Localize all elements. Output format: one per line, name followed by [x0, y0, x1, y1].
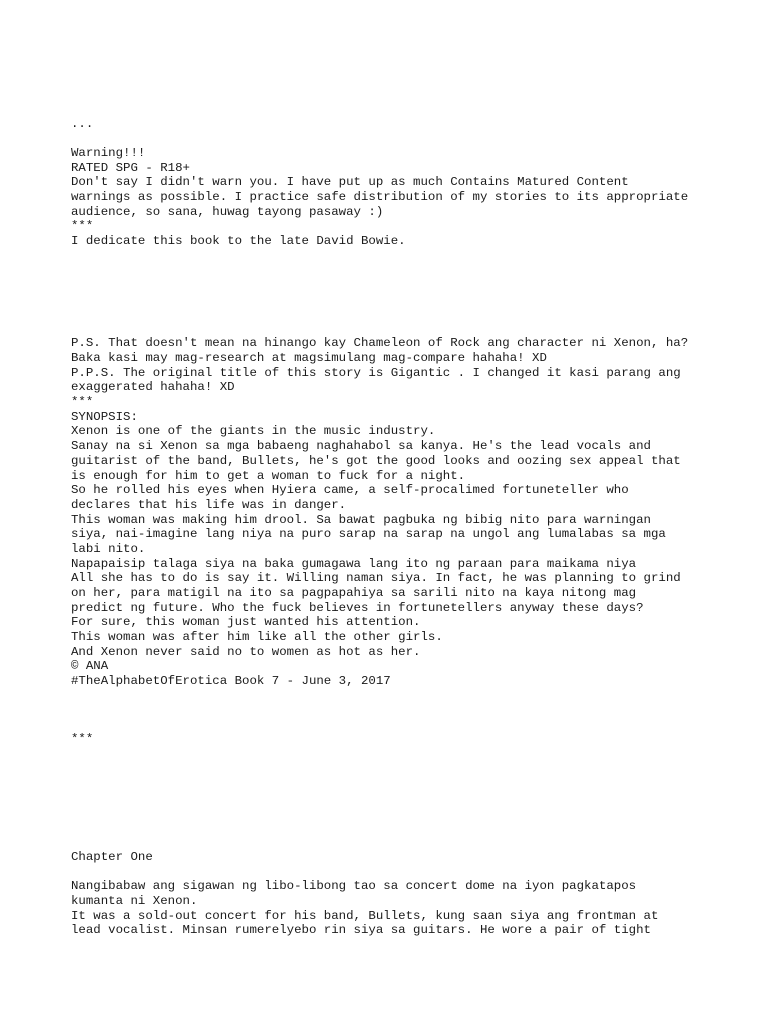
separator-line: ***	[71, 219, 94, 233]
separator-line: ***	[71, 395, 94, 409]
warning-text-line: warnings as possible. I practice safe distribution of my stories to its appropriate	[71, 190, 689, 204]
ellipsis-line: ...	[71, 117, 94, 131]
synopsis-line: labi nito.	[71, 542, 146, 556]
body-line: kumanta ni Xenon.	[71, 894, 198, 908]
synopsis-line: siya, nai-imagine lang niya na puro sarap na sarap na ungol ang lumalabas sa mga	[71, 527, 666, 541]
ps-line: P.S. That doesn't mean na hinango kay Chameleon of Rock ang character ni Xenon, ha?	[71, 336, 689, 350]
ps-line: Baka kasi may mag-research at magsimulang mag-compare hahaha! XD	[71, 351, 547, 365]
synopsis-line: predict ng future. Who the fuck believes in fortunetellers anyway these days?	[71, 601, 644, 615]
synopsis-line: guitarist of the band, Bullets, he's got the good looks and oozing sex appeal that	[71, 454, 681, 468]
synopsis-line: So he rolled his eyes when Hyiera came, a self-procalimed fortuneteller who	[71, 483, 629, 497]
dedication-line: I dedicate this book to the late David Bowie.	[71, 234, 406, 248]
book-info-line: #TheAlphabetOfErotica Book 7 - June 3, 2017	[71, 674, 391, 688]
synopsis-line: And Xenon never said no to women as hot as her.	[71, 645, 421, 659]
pps-line: P.P.S. The original title of this story is Gigantic . I changed it kasi parang ang	[71, 366, 681, 380]
synopsis-line: is enough for him to get a woman to fuck for a night.	[71, 469, 466, 483]
pps-line: exaggerated hahaha! XD	[71, 380, 235, 394]
synopsis-line: on her, para matigil na ito sa pagpapahiya sa sarili nito na kaya nitong mag	[71, 586, 637, 600]
rating-line: RATED SPG - R18+	[71, 161, 190, 175]
synopsis-line: declares that his life was in danger.	[71, 498, 347, 512]
warning-heading: Warning!!!	[71, 146, 146, 160]
warning-text-line: Don't say I didn't warn you. I have put up as much Contains Matured Content	[71, 175, 629, 189]
synopsis-line: This woman was making him drool. Sa bawat pagbuka ng bibig nito para warningan	[71, 513, 651, 527]
synopsis-line: This woman was after him like all the other girls.	[71, 630, 443, 644]
body-line: lead vocalist. Minsan rumerelyebo rin siya sa guitars. He wore a pair of tight	[71, 923, 651, 937]
synopsis-heading: SYNOPSIS:	[71, 410, 138, 424]
synopsis-line: Sanay na si Xenon sa mga babaeng naghahabol sa kanya. He's the lead vocals and	[71, 439, 651, 453]
copyright-line: © ANA	[71, 659, 109, 673]
chapter-heading: Chapter One	[71, 850, 153, 864]
synopsis-line: Napapaisip talaga siya na baka gumagawa lang ito ng paraan para maikama niya	[71, 557, 637, 571]
separator-line: ***	[71, 732, 94, 746]
synopsis-line: For sure, this woman just wanted his attention.	[71, 615, 421, 629]
synopsis-line: Xenon is one of the giants in the music industry.	[71, 424, 436, 438]
body-line: It was a sold-out concert for his band, Bullets, kung saan siya ang frontman at	[71, 909, 659, 923]
body-line: Nangibabaw ang sigawan ng libo-libong tao sa concert dome na iyon pagkatapos	[71, 879, 637, 893]
warning-text-line: audience, so sana, huwag tayong pasaway :)	[71, 205, 384, 219]
synopsis-line: All she has to do is say it. Willing naman siya. In fact, he was planning to grind	[71, 571, 681, 585]
